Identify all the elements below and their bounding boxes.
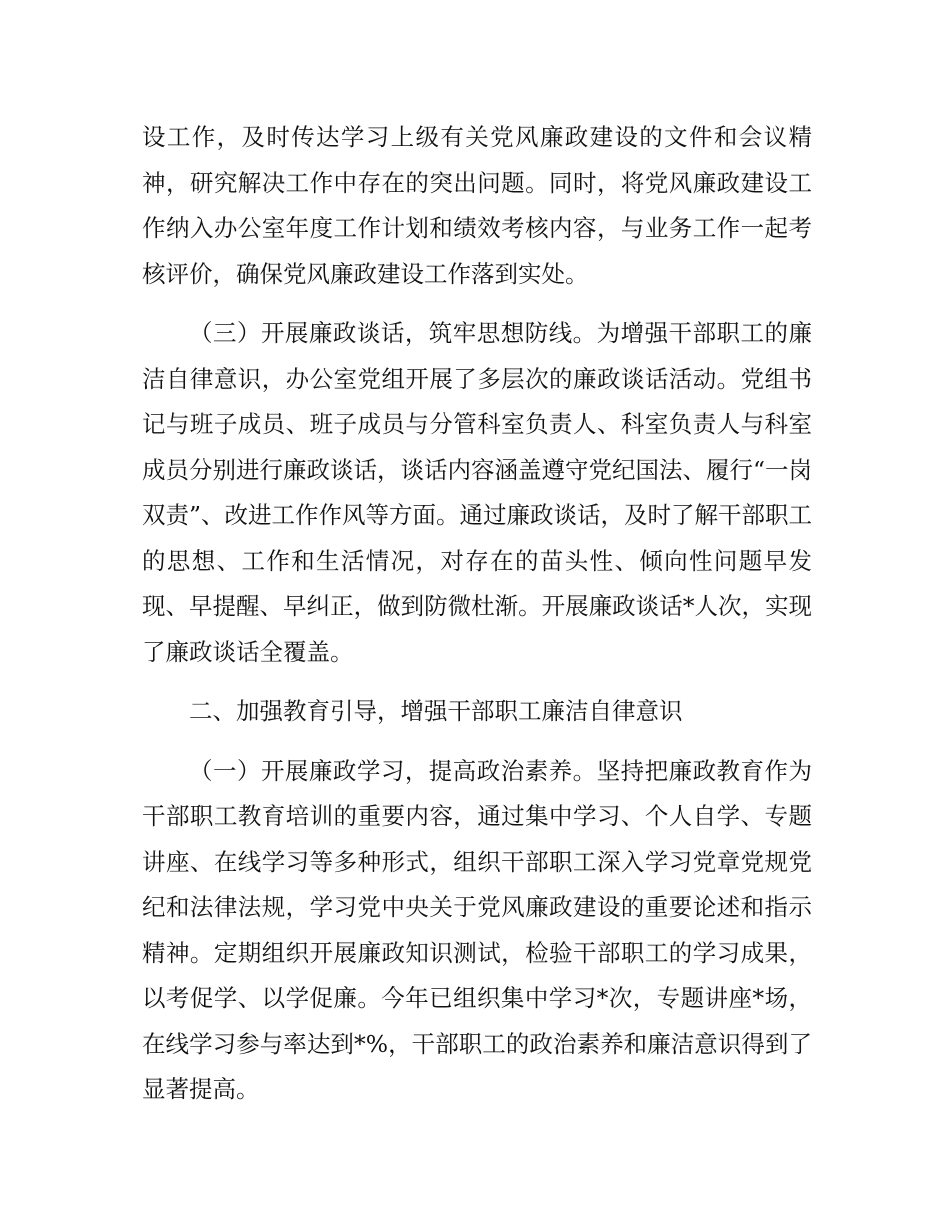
document-body (142, 115, 812, 1127)
paragraph-continuation: 设工作，及时传达学习上级有关党风廉政建设的文件和会议精神，研究解决工作中存在的突出问题。同时，将党风廉政建设工作纳入办公室年度工作计划和绩效考核内容，与业务工作一起考核评价，确保党风廉政建设工作落到实处。 (142, 123, 812, 288)
section-heading-2: 二、加强教育引导，增强干部职工廉洁自律意识 (189, 697, 683, 725)
paragraph-section-3: （三）开展廉政谈话，筑牢思想防线。为增强干部职工的廉洁自律意识，办公室党组开展了多层次的廉政谈话活动。党组书记与班子成员、班子成员与分管科室负责人、科室负责人与科室成员分别进行廉政谈话，谈话内容涵盖遵守党纪国法、履行“一岗双责”、改进工作作风等方面。通过廉政谈话，及时了解干部职工的思想、工作和生活情况，对存在的苗头性、倾向性问题早发现、早提醒、早纠正，做到防微杜渐。开展廉政谈话*人次，实现了廉政谈话全覆盖。 (142, 319, 813, 666)
paragraph-subsection-1: （一）开展廉政学习，提高政治素养。坚持把廉政教育作为干部职工教育培训的重要内容，通过集中学习、个人自学、专题讲座、在线学习等多种形式，组织干部职工深入学习党章党规党纪和法律法规，学习党中央关于党风廉政建设的重要论述和指示精神。定期组织开展廉政知识测试，检验干部职工的学习成果，以考促学、以学促廉。今年已组织集中学习*次，专题讲座*场，在线学习参与率达到*%，干部职工的政治素养和廉洁意识得到了显著提高。 (142, 756, 812, 1103)
